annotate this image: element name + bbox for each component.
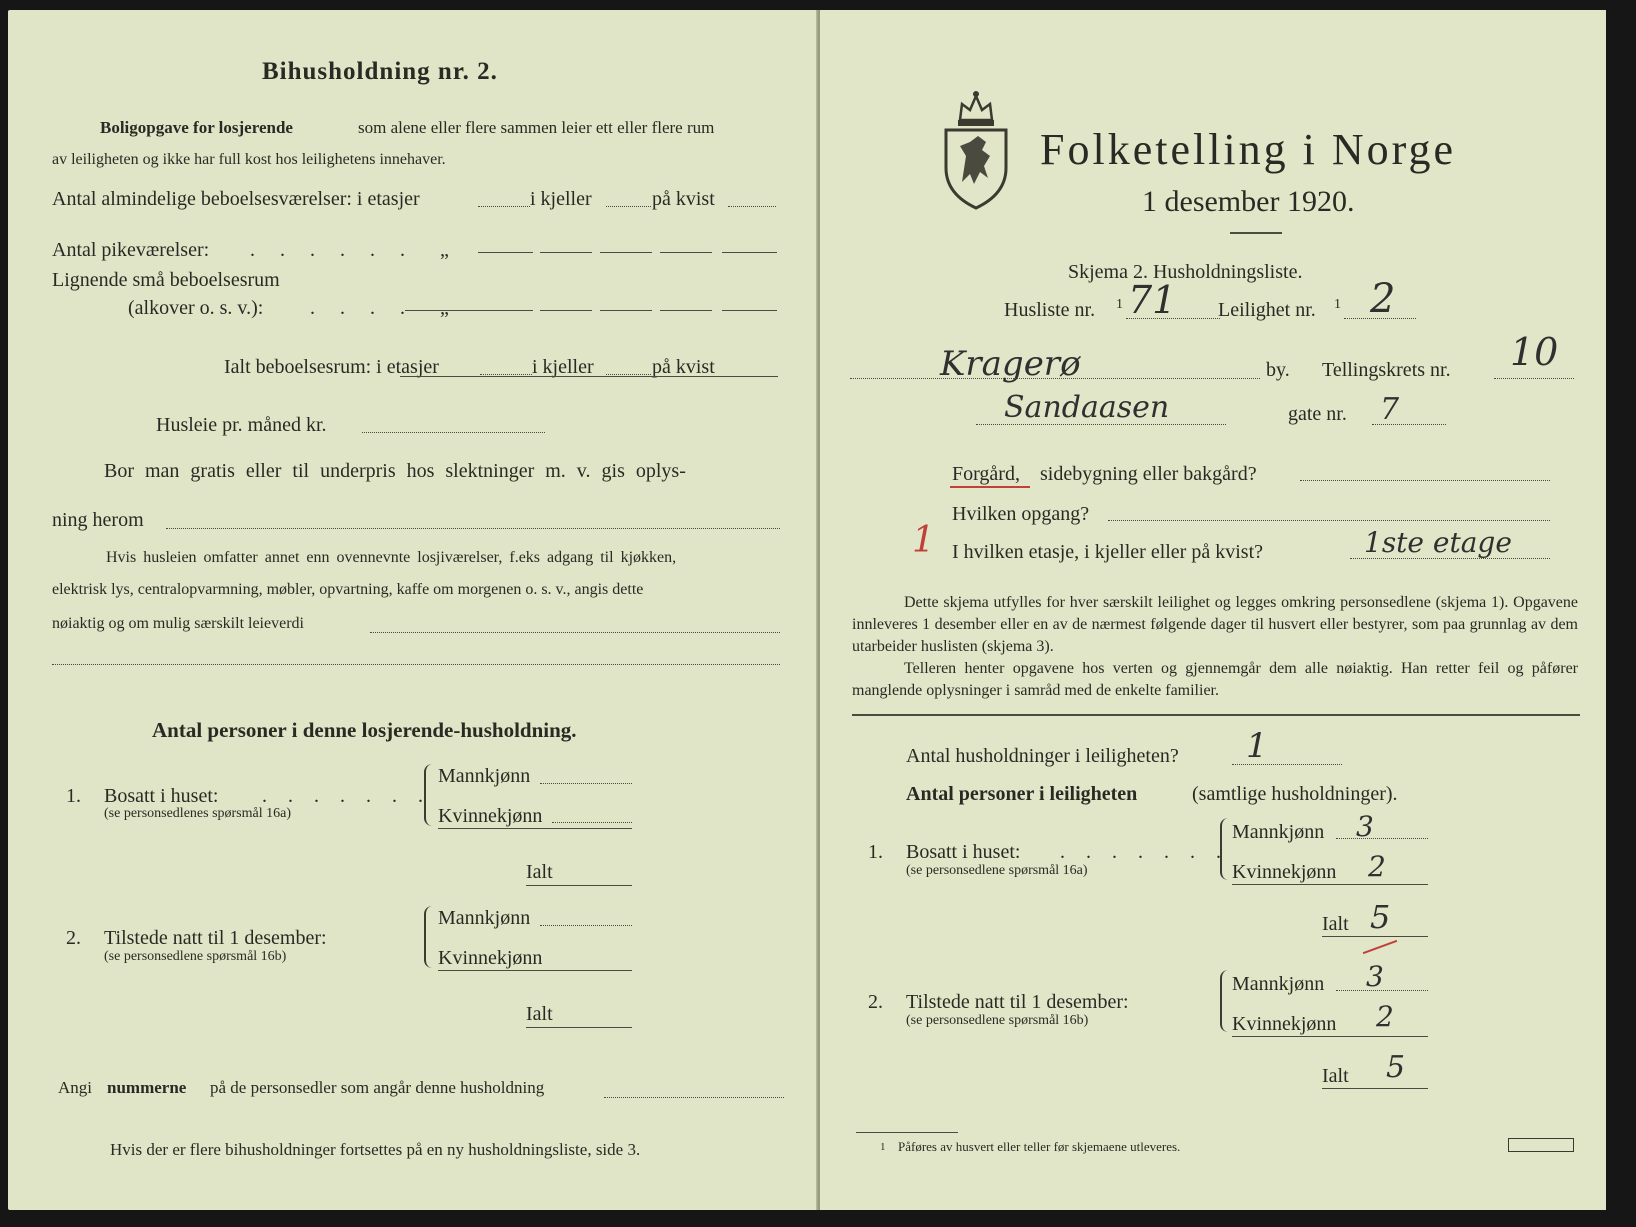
left-q2-kvinne-label: Kvinnekjønn [438, 947, 543, 969]
ialt-kjeller-field [606, 374, 651, 375]
left-persons-heading: Antal personer i denne losjerende-husholdning. [152, 718, 577, 742]
etasje-field [1350, 558, 1550, 559]
pike-field-3 [600, 252, 652, 253]
gratis-field [166, 528, 780, 529]
left-q1-num: 1. [66, 785, 81, 807]
skjema-label: Skjema 2. Husholdningsliste. [1068, 261, 1303, 283]
right-q2-brace [1220, 970, 1232, 1032]
forgard-red-underline [950, 486, 1030, 488]
left-q2-mann-field [540, 925, 632, 926]
census-title: Folketelling i Norge [1040, 125, 1457, 174]
leieverdi-field-2 [52, 664, 780, 665]
left-q2-mann-label: Mannkjønn [438, 907, 531, 929]
lign-field-2 [540, 310, 592, 311]
right-q1-mann-value: 3 [1356, 810, 1374, 843]
opgang-label: Hvilken opgang? [952, 503, 1090, 525]
street-field [976, 424, 1226, 425]
right-q2-mann-field [1336, 990, 1428, 991]
right-q2-mann-label: Mannkjønn [1232, 973, 1325, 995]
rooms-kjeller-field [606, 206, 651, 207]
lign-field-4 [660, 310, 712, 311]
lign-ditto: „ [440, 297, 449, 319]
left-q2-ialt-label: Ialt [526, 1003, 553, 1025]
city-field [850, 378, 1260, 379]
krets-label: Tellingskrets nr. [1322, 359, 1451, 381]
leilighet-value: 2 [1370, 276, 1396, 322]
gratis-line2: ning herom [52, 509, 144, 531]
instructions-2: Telleren henter opgavene hos verten og gjennemgår dem alle nøiaktig. Han retter feil og påfører manglende oplysninger i samråd med de enkelte familier. [852, 660, 1578, 699]
right-q2-label: Tilstede natt til 1 desember: [906, 991, 1129, 1013]
intro-bold: Boligopgave for losjerende [100, 118, 293, 137]
left-q1-mann-label: Mannkjønn [438, 765, 531, 787]
husliste-label: Husliste nr. [1004, 299, 1096, 321]
forgard-field [1300, 480, 1550, 481]
right-q1-ialt-field [1322, 936, 1428, 937]
right-q2-ialt-field [1322, 1088, 1428, 1089]
hush-label: Antal husholdninger i leiligheten? [906, 745, 1179, 767]
right-q2-sub: (se personsedlene spørsmål 16b) [906, 1013, 1089, 1028]
left-q2-brace [424, 906, 436, 968]
right-q1-kvinne-label: Kvinnekjønn [1232, 861, 1337, 883]
pike-field-2 [540, 252, 592, 253]
right-q1-label: Bosatt i huset: [906, 841, 1021, 863]
gate-value: 7 [1380, 392, 1400, 427]
angi-bold: nummerne [107, 1078, 187, 1097]
lign-label-2: (alkover o. s. v.): [128, 297, 264, 319]
right-q1-sub: (se personsedlene spørsmål 16a) [906, 863, 1088, 878]
right-q1-mann-field [1336, 838, 1428, 839]
lign-field-1 [405, 310, 533, 311]
gate-label: gate nr. [1288, 403, 1347, 425]
gratis-line1: Bor man gratis eller til underpris hos slektninger m. v. gis oplys- [104, 460, 686, 482]
opgang-field [1108, 520, 1550, 521]
husleien-text-2: elektrisk lys, centralopvarmning, møbler, opvartning, kaffe om morgenen o. s. v., angis dette [52, 581, 644, 598]
right-q1-mann-label: Mannkjønn [1232, 821, 1325, 843]
left-q1-dots: . . . . . . . [262, 785, 431, 807]
right-q2-ialt-value: 5 [1386, 1050, 1406, 1085]
right-q1-kvinne-value: 2 [1368, 850, 1386, 883]
pike-field-5 [722, 252, 777, 253]
husleien-text-3: nøiaktig og om mulig særskilt leieverdi [52, 615, 304, 632]
pike-label: Antal pikeværelser: [52, 239, 210, 261]
husliste-footnote-mark: 1 [1116, 297, 1123, 312]
leilighet-footnote-mark: 1 [1334, 297, 1341, 312]
right-q1-underline [1232, 884, 1428, 885]
left-q1-mann-field [540, 783, 632, 784]
etasje-value: 1ste etage [1364, 526, 1512, 559]
right-q2-underline [1232, 1036, 1428, 1037]
ialt-rum-label: Ialt beboelsesrum: i etasjer [224, 356, 439, 378]
footnote-mark: 1 [880, 1141, 886, 1153]
ialt-rum-underline [400, 376, 778, 377]
forgard-option: Forgård, [952, 463, 1020, 485]
krets-value: 10 [1510, 330, 1559, 374]
left-q1-kvinne-label: Kvinnekjønn [438, 805, 543, 827]
right-q2-num: 2. [868, 991, 883, 1013]
city-value: Kragerø [940, 344, 1081, 384]
rooms-label: Antal almindelige beboelsesværelser: i etasjer [52, 188, 420, 210]
etasje-label: I hvilken etasje, i kjeller eller på kvist? [952, 541, 1263, 563]
right-persons-heading-rest: (samtlige husholdninger). [1192, 783, 1398, 805]
left-q1-ialt-label: Ialt [526, 861, 553, 883]
rooms-etasjer-field [478, 206, 530, 207]
husliste-field [1126, 318, 1220, 319]
census-date: 1 desember 1920. [1142, 185, 1355, 218]
left-q2-sub: (se personsedlene spørsmål 16b) [104, 949, 287, 964]
rooms-kvist-field [728, 206, 776, 207]
left-q2-num: 2. [66, 927, 81, 949]
krets-field [1494, 378, 1574, 379]
lign-field-3 [600, 310, 652, 311]
ialt-etasjer-field [480, 374, 532, 375]
angi-post: på de personsedler som angår denne husholdning [210, 1078, 545, 1097]
right-q1-ialt-value: 5 [1370, 898, 1391, 936]
gate-field [1372, 424, 1446, 425]
right-q2-ialt-label: Ialt [1322, 1065, 1349, 1087]
printer-stamp [1508, 1138, 1574, 1152]
footnote-text: Påføres av husvert eller teller før skjemaene utleveres. [898, 1139, 1181, 1154]
lign-field-5 [722, 310, 777, 311]
section-rule [852, 714, 1580, 716]
left-q2-ialt-field [526, 1027, 632, 1028]
leieverdi-field [370, 632, 780, 633]
ialt-kvist-label: på kvist [652, 356, 715, 378]
lign-label-1: Lignende små beboelsesrum [52, 269, 280, 291]
hush-field [1232, 764, 1342, 765]
left-q1-ialt-field [526, 885, 632, 886]
by-label: by. [1266, 359, 1290, 381]
angi-field [604, 1097, 784, 1098]
rooms-kvist-label: på kvist [652, 188, 715, 210]
right-q1-dots: . . . . . . . [1060, 841, 1229, 863]
husliste-value: 71 [1128, 278, 1177, 322]
pike-field-4 [660, 252, 712, 253]
pike-field-1 [478, 252, 533, 253]
red-mark: 1 [912, 520, 935, 561]
left-q1-sub: (se personsedlenes spørsmål 16a) [104, 806, 292, 821]
right-q1-ialt-label: Ialt [1322, 913, 1349, 935]
left-q1-label: Bosatt i huset: [104, 785, 219, 807]
footnote-rule [856, 1132, 958, 1133]
husleie-field [362, 432, 545, 433]
leilighet-label: Leilighet nr. [1218, 299, 1316, 321]
title-rule [1230, 232, 1282, 234]
lign-dots: . . . . [310, 297, 415, 319]
forgard-rest: sidebygning eller bakgård? [1040, 463, 1257, 485]
right-q1-brace [1220, 818, 1232, 880]
left-q2-underline [438, 970, 632, 971]
left-q1-brace [424, 764, 436, 826]
left-footer: Hvis der er flere bihusholdninger fortsettes på en ny husholdningsliste, side 3. [110, 1140, 641, 1159]
right-q1-num: 1. [868, 841, 883, 863]
right-q2-kvinne-value: 2 [1376, 1000, 1394, 1033]
coat-of-arms-icon [940, 86, 1012, 212]
husleie-label: Husleie pr. måned kr. [156, 414, 327, 436]
left-q1-underline [438, 828, 632, 829]
instructions-1: Dette skjema utfylles for hver særskilt leilighet og legges omkring personsedlene (skjema 1). Opgavene innleveres 1 desember eller en av de nærmest følgende dager til husvert eller bestyrer, som paa grunnlag av dem utarbeider huslisten (skjema 3). [852, 594, 1578, 655]
left-q1-kvinne-field [552, 822, 632, 823]
pike-dots: . . . . . . [250, 239, 415, 261]
right-q2-kvinne-label: Kvinnekjønn [1232, 1013, 1337, 1035]
ialt-kjeller-label: i kjeller [532, 356, 594, 378]
pike-ditto: „ [440, 239, 449, 261]
intro-line2: av leiligheten og ikke har full kost hos leilighetens innehaver. [52, 151, 446, 168]
husleien-text-1: Hvis husleien omfatter annet enn ovennevnte losjiværelser, f.eks adgang til kjøkken, [106, 549, 677, 566]
street-value: Sandaasen [1004, 390, 1170, 425]
right-q2-mann-value: 3 [1366, 960, 1384, 993]
right-persons-heading: Antal personer i leiligheten [906, 783, 1138, 805]
hush-value: 1 [1246, 726, 1268, 766]
left-title: Bihusholdning nr. 2. [262, 58, 498, 85]
left-q2-label: Tilstede natt til 1 desember: [104, 927, 327, 949]
leilighet-field [1344, 318, 1416, 319]
angi-pre: Angi [58, 1078, 92, 1097]
rooms-kjeller-label: i kjeller [530, 188, 592, 210]
intro-rest: som alene eller flere sammen leier ett eller flere rum [358, 118, 715, 137]
